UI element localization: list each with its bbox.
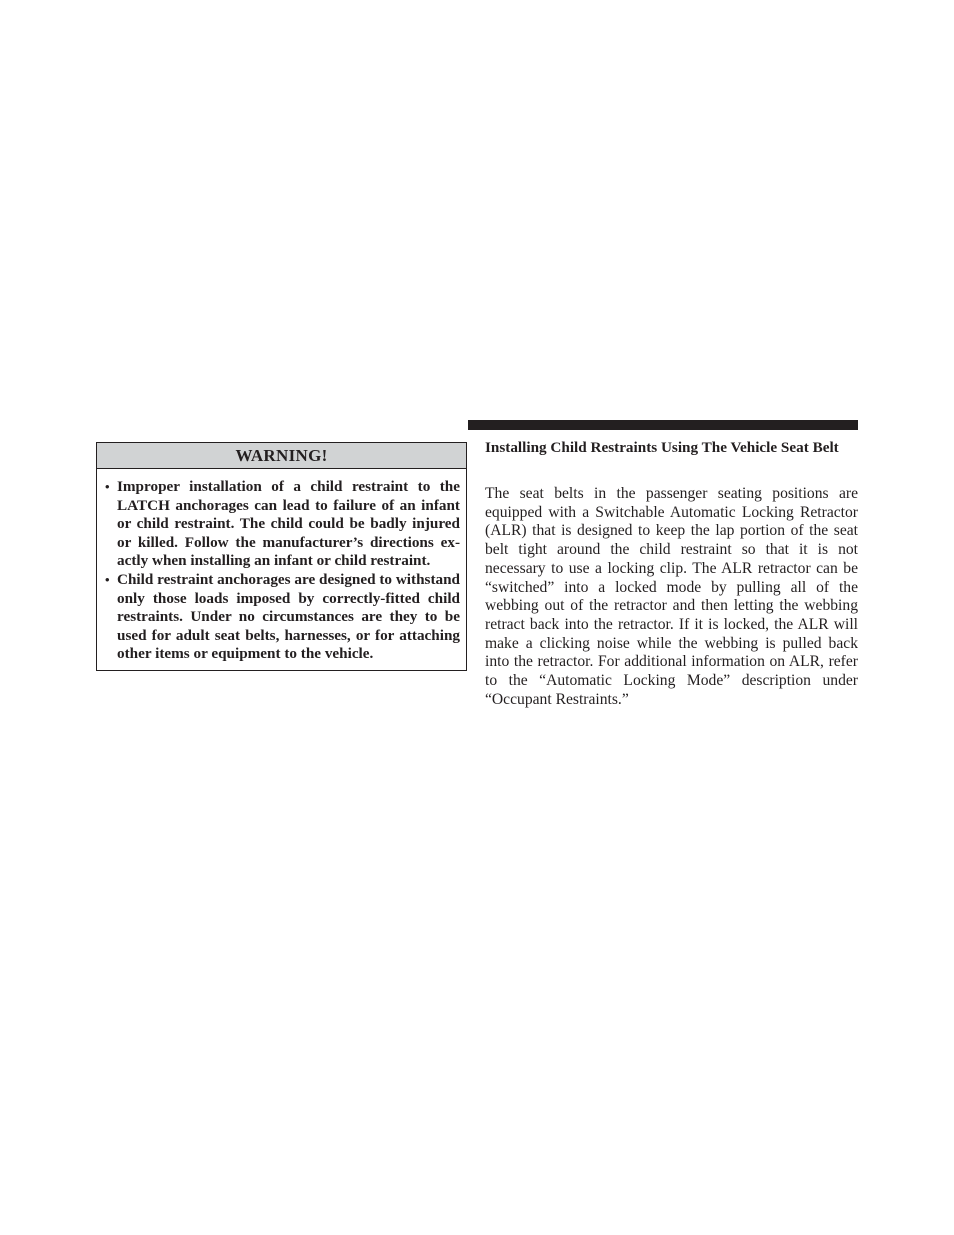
section-body-paragraph: The seat belts in the passenger seating positions are equipped with a Switchable Automatic Locking Retractor (ALR) that is designed to keep the lap portion of the seat belt tight around the child restraint so that it is not necessary to use a locking clip. The ALR retractor can be “switched” into a locked mode by pulling all of the webbing out of the retractor and then letting the webbing retract back into the retractor. If it is locked, the ALR will make a clicking noise while the webbing is pulled back into the retractor. For additional information on ALR, refer to the “Automatic Locking Mode” description under “Occupant Restraints.” bbox=[485, 485, 858, 708]
warning-item-text: Improper installation of a child restraint to the LATCH anchorages can lead to failure of an infant or child restraint. The child could be badly injured or killed. Follow the manufacturer’s directions exactly when installing an infant or child restraint. bbox=[117, 478, 460, 570]
bullet-icon: • bbox=[105, 479, 110, 494]
section-heading: Installing Child Restraints Using The Vehicle Seat Belt bbox=[485, 439, 839, 456]
section-divider-bar bbox=[468, 420, 858, 430]
warning-list bbox=[97, 469, 466, 664]
warning-box bbox=[96, 442, 467, 671]
warning-item bbox=[105, 570, 460, 664]
bullet-icon: • bbox=[105, 571, 110, 587]
warning-title: WARNING! bbox=[97, 443, 466, 469]
warning-item bbox=[105, 478, 460, 571]
warning-item-text: Child restraint anchorages are designed to withstand only those loads imposed by correctly-fitted child restraints. Under no circumstances are they to be used for adult seat belts, harnesses, or for attaching other items or equipment to the vehicle. bbox=[117, 570, 460, 663]
